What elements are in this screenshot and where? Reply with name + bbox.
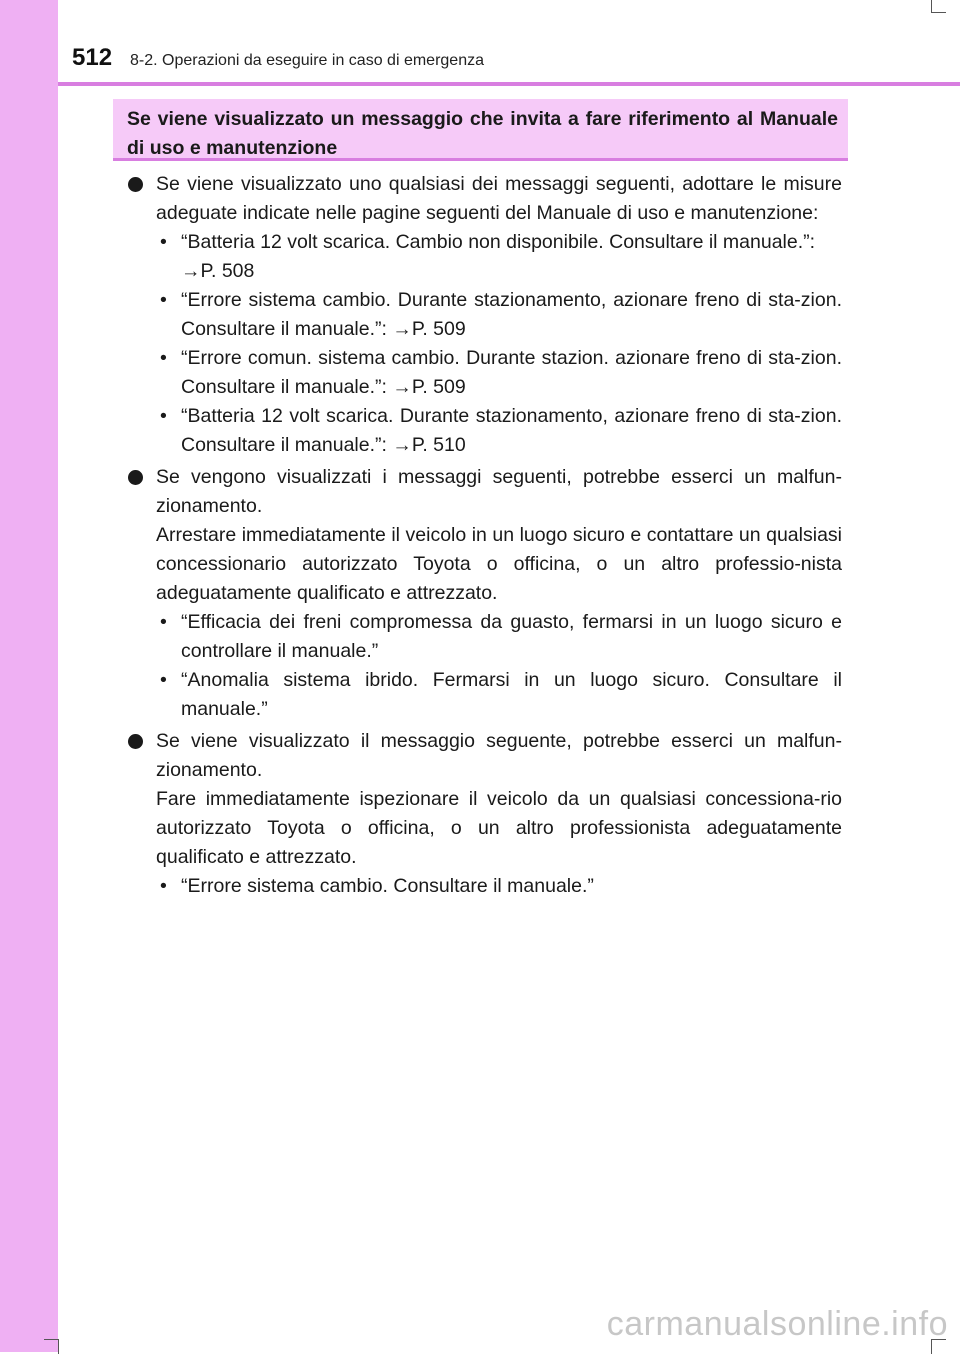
list-item [156,402,842,460]
header-divider [58,82,960,86]
dot-bullet-icon: • [160,875,167,897]
paragraph: Se viene visualizzato il messaggio seguente, potrebbe esserci un malfun-zionamento. [156,730,842,781]
dot-bullet-icon: • [160,347,167,369]
list-item [156,228,842,286]
watermark: carmanualsonline.info [606,1305,948,1343]
bullet-block [128,170,842,460]
round-bullet-icon [128,470,143,485]
bullet-block [128,463,842,724]
bullet-block [128,727,842,901]
list-item [156,286,842,344]
side-color-band [0,0,58,1352]
list-item-text: “Errore comun. sistema cambio. Durante stazion. azionare freno di sta-zion. Consultare il manuale.”: →P. 509 [181,347,842,398]
round-bullet-icon [128,177,143,192]
page-content [128,170,842,904]
list-item [156,872,842,901]
list-item [156,344,842,402]
dot-bullet-icon: • [160,231,167,253]
page-reference: →P. 508 [181,260,255,282]
list-item-text: “Efficacia dei freni compromessa da guasto, fermarsi in un luogo sicuro e controllare il manuale.” [181,611,842,662]
list-item-text: “Errore sistema cambio. Durante stazionamento, azionare freno di sta-zion. Consultare il manuale.”: →P. 509 [181,289,842,340]
list-item [156,608,842,666]
topic-banner [113,99,848,161]
round-bullet-icon [128,734,143,749]
dot-bullet-icon: • [160,669,167,691]
dot-bullet-icon: • [160,405,167,427]
list-item-text: “Batteria 12 volt scarica. Cambio non disponibile. Consultare il manuale.”: [181,231,816,253]
list-item-text: “Errore sistema cambio. Consultare il manuale.” [181,875,594,897]
paragraph: Se viene visualizzato uno qualsiasi dei messaggi seguenti, adottare le misure adeguate indicate nelle pagine seguenti del Manuale di uso e manutenzione: [156,173,842,224]
crop-mark [931,0,946,13]
paragraph: Se vengono visualizzati i messaggi seguenti, potrebbe esserci un malfun-zionamento. [156,466,842,517]
page-number: 512 [72,44,113,71]
paragraph: Fare immediatamente ispezionare il veicolo da un qualsiasi concessiona-rio autorizzato Toyota o officina, o un altro professionista adeguatamente qualificato e attrezzato. [156,788,842,868]
dot-bullet-icon: • [160,611,167,633]
list-item-text: “Batteria 12 volt scarica. Durante stazionamento, azionare freno di sta-zion. Consultare il manuale.”: →P. 510 [181,405,842,456]
section-title: 8-2. Operazioni da eseguire in caso di emergenza [130,52,484,69]
dot-bullet-icon: • [160,289,167,311]
banner-title: Se viene visualizzato un messaggio che invita a fare riferimento al Manuale di uso e manutenzione [127,108,838,159]
list-item-text: “Anomalia sistema ibrido. Fermarsi in un luogo sicuro. Consultare il manuale.” [181,669,842,720]
paragraph: Arrestare immediatamente il veicolo in un luogo sicuro e contattare un qualsiasi concessionario autorizzato Toyota o officina, o un altro professio-nista adeguatamente qualificato e attrezzato. [156,524,842,604]
list-item [156,666,842,724]
